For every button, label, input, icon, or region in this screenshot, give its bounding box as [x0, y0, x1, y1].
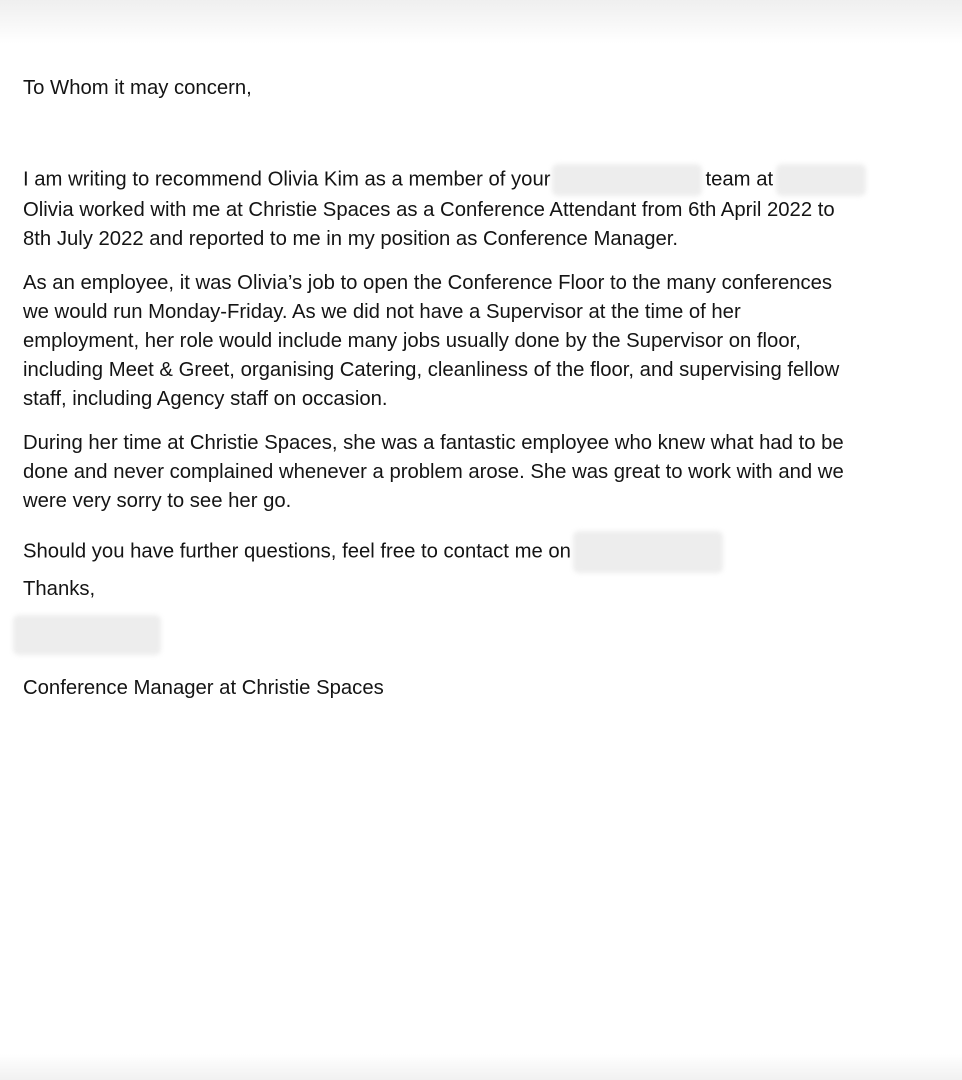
contact-text: Should you have further questions, feel free to contact me on: [23, 540, 571, 563]
bottom-shade: [0, 1054, 962, 1080]
salutation: To Whom it may concern,: [23, 77, 252, 99]
paragraph-3: [23, 429, 953, 516]
paragraph-2: [23, 269, 953, 414]
paragraph-1: [23, 164, 953, 254]
paragraph-3-line: During her time at Christie Spaces, she was a fantastic employee who knew what had to be: [23, 432, 844, 454]
redacted-contact-details: [573, 531, 723, 573]
paragraph-4: [23, 531, 953, 563]
signature-block: [23, 615, 953, 655]
paragraph-2-line: employment, her role would include many jobs usually done by the Supervisor on floor,: [23, 330, 801, 352]
top-shade: [0, 0, 962, 44]
paragraph-3-line: were very sorry to see her go.: [23, 490, 292, 512]
paragraph-1-line-1: [23, 164, 953, 196]
paragraph-3-line: done and never complained whenever a problem arose. She was great to work with and we: [23, 461, 844, 483]
letter-body: [23, 74, 953, 703]
team-at-text: team at: [705, 168, 774, 191]
redacted-signature-name: [13, 615, 161, 655]
signature-title: Conference Manager at Christie Spaces: [23, 677, 384, 699]
redacted-team-name: [552, 164, 702, 196]
closing: Thanks,: [23, 578, 96, 600]
paragraph-2-line: staff, including Agency staff on occasion.: [23, 388, 388, 410]
paragraph-2-line: including Meet & Greet, organising Catering, cleanliness of the floor, and supervising fellow: [23, 359, 840, 381]
recommend-text: I am writing to recommend Olivia Kim as a member of your: [23, 168, 551, 191]
paragraph-2-line: we would run Monday-Friday. As we did not have a Supervisor at the time of her: [23, 301, 741, 323]
paragraph-1-line-3: 8th July 2022 and reported to me in my position as Conference Manager.: [23, 228, 679, 250]
paragraph-2-line: As an employee, it was Olivia’s job to open the Conference Floor to the many conferences: [23, 272, 833, 294]
paragraph-1-line-2: Olivia worked with me at Christie Spaces as a Conference Attendant from 6th April 2022 to: [23, 199, 835, 221]
redacted-company-name: [776, 164, 866, 196]
